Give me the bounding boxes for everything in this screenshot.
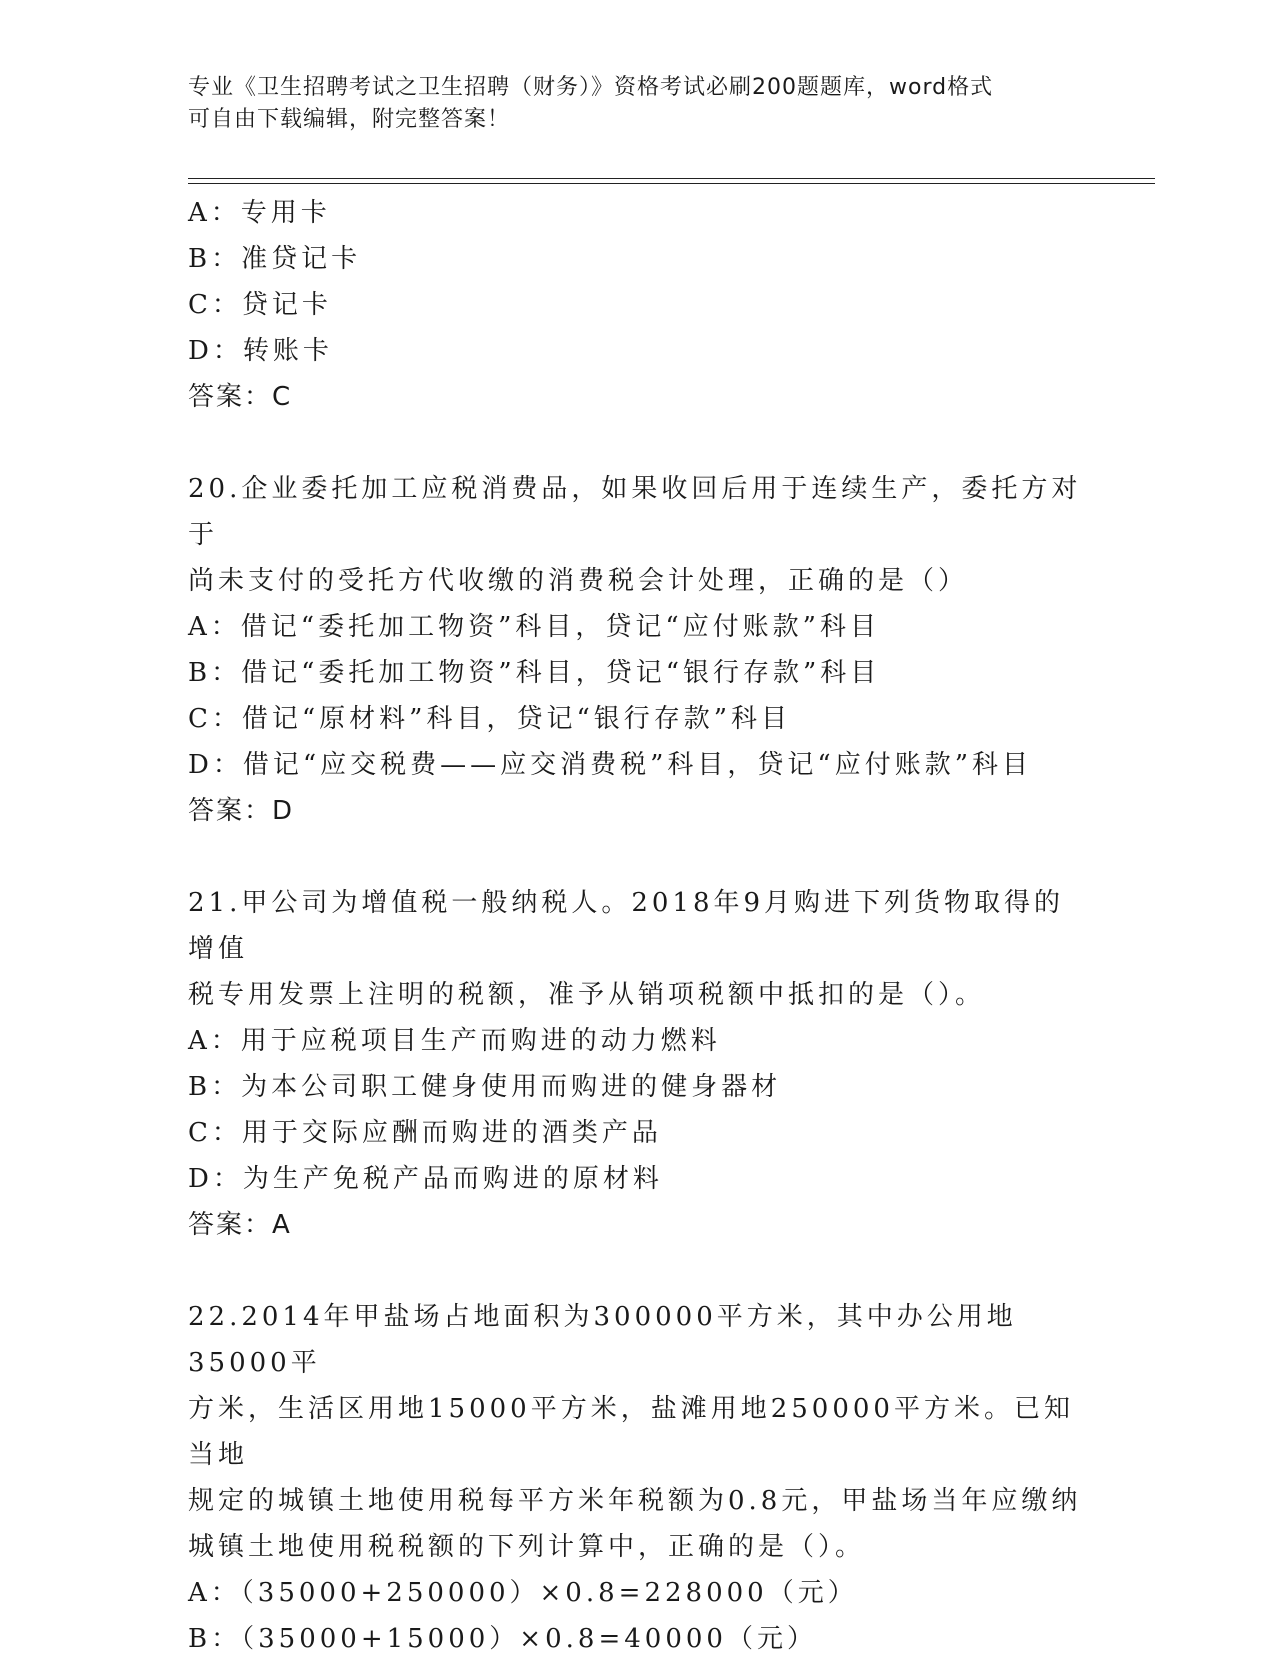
option-a: A：（35000+250000）×0.8=228000（元） <box>188 1578 858 1608</box>
header-divider-top <box>188 178 1155 179</box>
answer-line: 答案：A <box>188 1210 292 1240</box>
option-b: B：为本公司职工健身使用而购进的健身器材 <box>188 1072 782 1102</box>
question-text-line: 规定的城镇土地使用税每平方米年税额为0.8元，甲盐场当年应缴纳 <box>188 1486 1082 1516</box>
question-text-line: 尚未支付的受托方代收缴的消费税会计处理，正确的是（） <box>188 566 969 596</box>
option-d: D：借记“应交税费——应交消费税”科目，贷记“应付账款”科目 <box>188 750 1033 780</box>
header-line-1: 专业《卫生招聘考试之卫生招聘（财务）》资格考试必刷200题题库，word格式 <box>188 75 994 100</box>
option-a: A：用于应税项目生产而购进的动力燃料 <box>188 1026 721 1056</box>
question-text-line: 税专用发票上注明的税额，准予从销项税额中抵扣的是（）。 <box>188 980 986 1010</box>
question-21 <box>188 880 1088 1248</box>
option-c: C：贷记卡 <box>188 290 332 320</box>
question-text-line: 城镇土地使用税税额的下列计算中，正确的是（）。 <box>188 1532 866 1562</box>
spacer <box>188 420 1088 466</box>
option-b: B：（35000+15000）×0.8=40000（元） <box>188 1624 817 1654</box>
document-header <box>188 72 1068 136</box>
option-c: C：用于交际应酬而购进的酒类产品 <box>188 1118 662 1148</box>
question-19 <box>188 190 1088 420</box>
question-22 <box>188 1294 1088 1662</box>
answer-line: 答案：D <box>188 796 295 826</box>
question-text-line: 方米，生活区用地15000平方米，盐滩用地250000平方米。已知当地 <box>188 1394 1074 1470</box>
header-line-2: 可自由下载编辑，附完整答案！ <box>188 107 511 132</box>
option-b: B：准贷记卡 <box>188 244 362 274</box>
question-20 <box>188 466 1088 834</box>
option-b: B：借记“委托加工物资”科目，贷记“银行存款”科目 <box>188 658 881 688</box>
spacer <box>188 834 1088 880</box>
option-a: A：借记“委托加工物资”科目，贷记“应付账款”科目 <box>188 612 880 642</box>
answer-line: 答案：C <box>188 382 293 412</box>
question-text-line: 21.甲公司为增值税一般纳税人。2018年9月购进下列货物取得的增值 <box>188 888 1065 964</box>
question-text-line: 20.企业委托加工应税消费品，如果收回后用于连续生产，委托方对于 <box>188 474 1082 550</box>
option-d: D：转账卡 <box>188 336 333 366</box>
header-divider-bottom <box>188 183 1155 184</box>
option-a: A：专用卡 <box>188 198 331 228</box>
spacer <box>188 1248 1088 1294</box>
option-d: D：为生产免税产品而购进的原材料 <box>188 1164 663 1194</box>
question-text-line: 22.2014年甲盐场占地面积为300000平方米，其中办公用地35000平 <box>188 1302 1017 1378</box>
option-c: C：借记“原材料”科目，贷记“银行存款”科目 <box>188 704 792 734</box>
question-content <box>188 190 1088 1662</box>
